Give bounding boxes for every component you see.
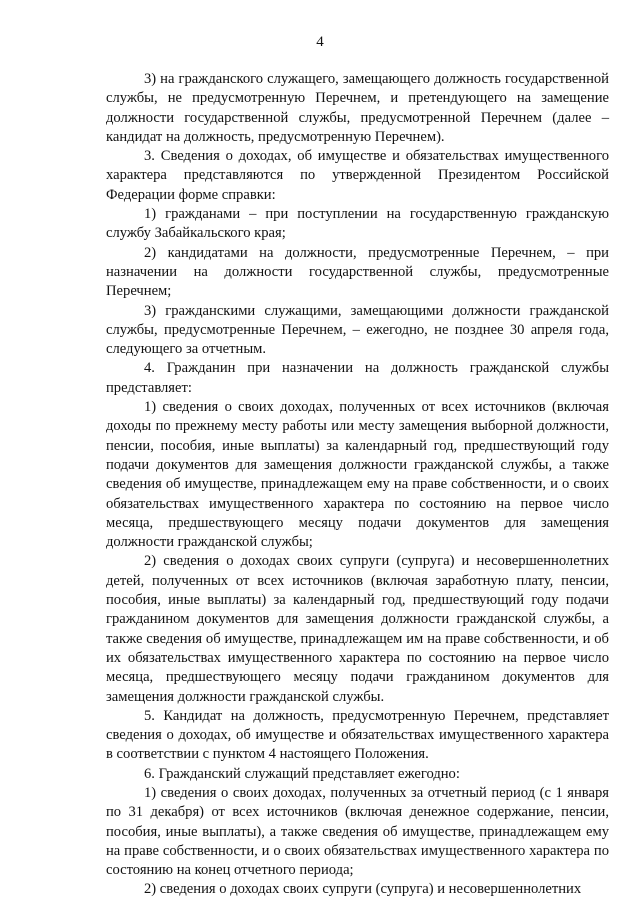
paragraph-item-5: 5. Кандидат на должность, предусмотренную Перечнем, представляет сведения о доходах, об имуществе и обязательствах имущественного характера в соответствии с пунктом 4 настоящего Положения. [106, 707, 609, 763]
paragraph-6-1-own-income: 1) сведения о своих доходах, полученных за отчетный период (с 1 января по 31 декабря) от всех источников (включая денежное содержание, пенсии, пособия, иные выплаты), а также сведения об имуществе, принадлежащем ему на праве собственности, и о своих обязательствах имущественного характера по состоянию на конец отчетного периода; [106, 784, 609, 879]
paragraph-item-3: 3. Сведения о доходах, об имуществе и обязательствах имущественного характера представляются по утвержденной Президентом Российской Федерации форме справки: [106, 148, 609, 203]
paragraph-item-6: 6. Гражданский служащий представляет ежегодно: [144, 765, 460, 782]
paragraph-6-2-family-income: 2) сведения о доходах своих супруги (супруга) и несовершеннолетних [144, 881, 582, 898]
paragraph-3-3-candidate-definition: 3) на гражданского служащего, замещающего должность государственной службы, не предусмотренную Перечнем, и претендующего на замещение должности государственной службы, предусмотренной Перечнем (далее – кандидат на должность, предусмотренную Перечнем). [106, 71, 609, 145]
paragraph-3-2-candidates: 2) кандидатами на должности, предусмотренные Перечнем, – при назначении на должности государственной службы, предусмотренные Перечнем; [106, 244, 609, 300]
page-number: 4 [316, 34, 324, 50]
paragraph-item-4: 4. Гражданин при назначении на должность гражданской службы представляет: [106, 360, 609, 396]
document-body [106, 70, 609, 900]
paragraph-4-2-family-income: 2) сведения о доходах своих супруги (супруга) и несовершеннолетних детей, полученных от всех источников (включая заработную плату, пенсии, пособия, иные выплаты) за календарный год, предшествующий году подачи гражданином документов для замещения должности гражданской службы, а также сведения об имуществе, принадлежащем им на праве собственности, и об их обязательствах имущественного характера по состоянию на первое число месяца, предшествующего месяцу подачи гражданином документов для замещения должности гражданской службы. [106, 553, 609, 705]
paragraph-4-1-own-income: 1) сведения о своих доходах, полученных от всех источников (включая доходы по прежнему месту работы или месту замещения выборной должности, пенсии, пособия, иные выплаты) за календарный год, предшествующий году подачи документов для замещения должности гражданской службы, а также сведения об имуществе, принадлежащем ему на праве собственности, и о своих обязательствах имущественного характера по состоянию на первое число месяца, предшествующего месяцу подачи документов для замещения должности гражданской службы; [106, 399, 609, 551]
paragraph-3-3-civil-servants: 3) гражданскими служащими, замещающими должности гражданской службы, предусмотренные Перечнем, – ежегодно, не позднее 30 апреля года, следующего за отчетным. [106, 302, 609, 358]
paragraph-3-1-citizens: 1) гражданами – при поступлении на государственную гражданскую службу Забайкальского края; [106, 206, 609, 242]
